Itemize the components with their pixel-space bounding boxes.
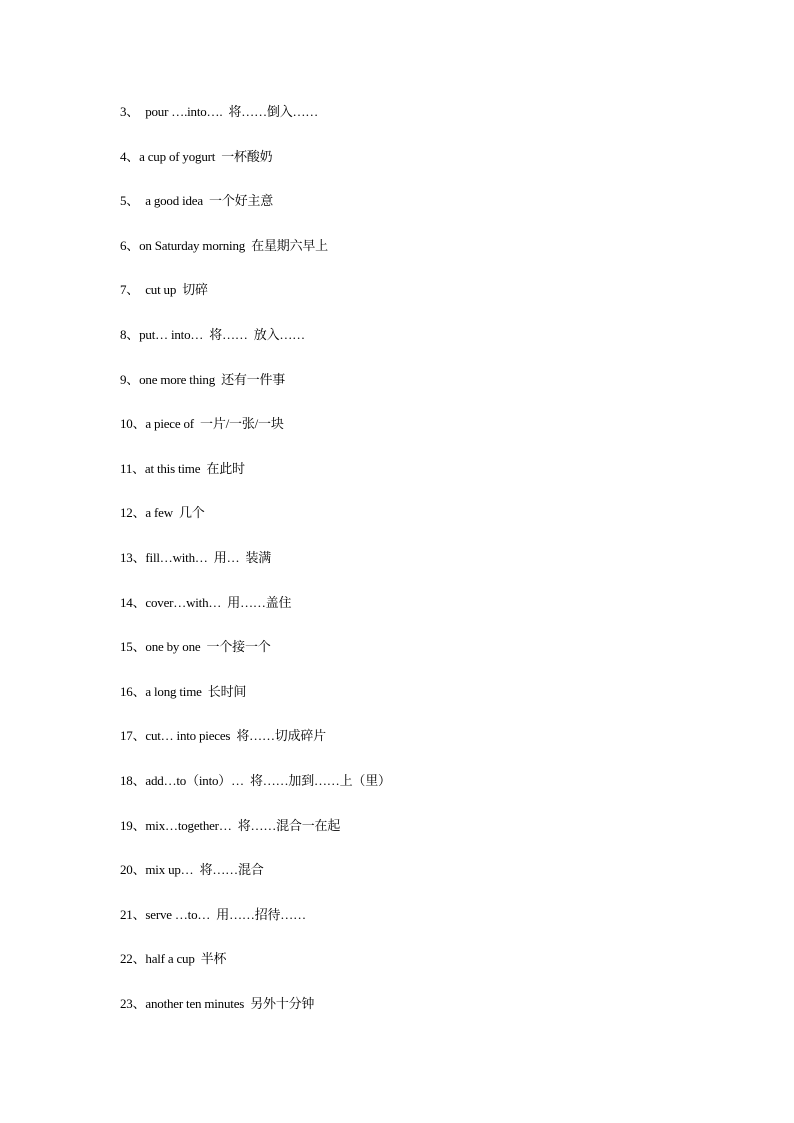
list-item: 20、mix up… 将……混合 [120,862,264,878]
list-item: 23、another ten minutes 另外十分钟 [120,995,315,1011]
phrase-list [120,100,391,1036]
list-item: 15、one by one 一个接一个 [120,639,271,655]
list-item: 13、fill…with… 用… 装满 [120,549,272,565]
list-item: 17、cut… into pieces 将……切成碎片 [120,728,326,744]
list-item: 18、add…to（into）… 将……加到……上（里） [120,772,391,788]
list-item: 16、a long time 长时间 [120,683,247,699]
list-item: 4、a cup of yogurt 一杯酸奶 [120,148,273,164]
list-item: 22、half a cup 半杯 [120,951,227,967]
list-item: 12、a few 几个 [120,505,205,521]
list-item: 14、cover…with… 用……盖住 [120,594,292,610]
list-item: 7、 cut up 切碎 [120,282,208,298]
list-item: 21、serve …to… 用……招待…… [120,906,306,922]
list-item: 3、 pour ….into…. 将……倒入…… [120,104,319,119]
list-item: 9、one more thing 还有一件事 [120,371,286,387]
list-item: 19、mix…together… 将……混合一在起 [120,817,341,833]
list-item: 8、put… into… 将…… 放入…… [120,326,305,342]
list-item: 10、a piece of 一片/一张/一块 [120,416,284,432]
list-item: 5、 a good idea 一个好主意 [120,193,274,209]
list-item: 11、at this time 在此时 [120,460,245,476]
list-item: 6、on Saturday morning 在星期六早上 [120,237,328,253]
